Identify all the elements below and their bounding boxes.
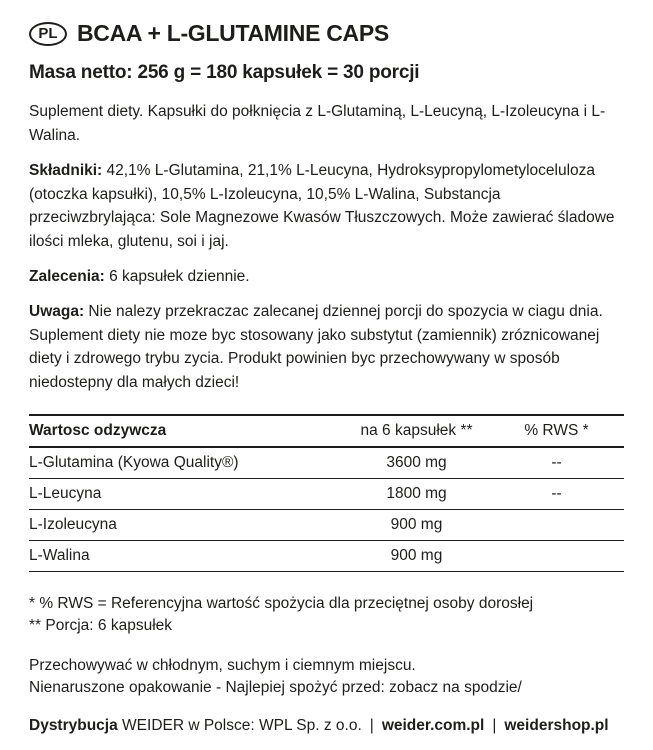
recommendation bbox=[29, 265, 629, 289]
row-nutrient: L-Walina bbox=[29, 547, 90, 564]
header-nutrient: Wartosc odzywcza bbox=[29, 422, 167, 439]
separator: | bbox=[369, 717, 374, 734]
best-before-line: Nienaruszone opakowanie - Najlepiej spożyć przed: zobacz na spodzie/ bbox=[29, 679, 522, 696]
row-rws: -- bbox=[551, 454, 562, 471]
header-rws: % RWS * bbox=[524, 422, 589, 439]
warning-label: Uwaga: bbox=[29, 303, 85, 320]
row-rws bbox=[489, 541, 624, 572]
net-content: Masa netto: 256 g = 180 kapsułek = 30 porcji bbox=[29, 62, 420, 83]
row-rws bbox=[489, 510, 624, 541]
row-amount: 900 mg bbox=[390, 547, 443, 564]
distribution bbox=[29, 715, 629, 737]
row-amount: 3600 mg bbox=[386, 454, 447, 471]
distribution-text: WEIDER w Polsce: WPL Sp. z o.o. bbox=[117, 717, 362, 734]
product-title: BCAA + L-GLUTAMINE CAPS bbox=[77, 20, 389, 46]
ingredients-text: 42,1% L-Glutamina, 21,1% L-Leucyna, Hydroksypropylometyloceluloza (otoczka kapsułki), 10,5% L-Izoleucyna, 10,5% L-Walina, Substancja przeciwzbrylająca: Sole Magnezowe Kwasów Tłuszczowych. Może zawierać śladowe ilości mleka, glutenu, soi i jaj. bbox=[29, 162, 615, 250]
description: Suplement diety. Kapsułki do połknięcia z L-Glutaminą, L-Leucyną, L-Izoleucyna i L-Walina. bbox=[29, 103, 606, 144]
ingredients bbox=[29, 159, 629, 253]
ingredients-label: Składniki: bbox=[29, 162, 103, 179]
footnote-serving: ** Porcja: 6 kapsułek bbox=[29, 617, 173, 634]
footnotes bbox=[29, 593, 629, 637]
storage-line: Przechowywać w chłodnym, suchym i ciemnym miejscu. bbox=[29, 657, 416, 674]
warning-text: Nie nalezy przekraczac zalecanej dziennej porcji do spozycia w ciagu dnia. Suplement diety nie moze byc stosowany jako substytut (zamiennik) zróznicowanej diety i zdrowego trybu zycia. Produkt powinien byc przechowywany w sposób niedostepny dla małych dzieci! bbox=[29, 303, 603, 391]
row-nutrient: L-Leucyna bbox=[29, 485, 102, 502]
header-per-serving: na 6 kapsułek ** bbox=[360, 422, 473, 439]
recommendation-label: Zalecenia: bbox=[29, 268, 105, 285]
footnote-rws: * % RWS = Referencyjna wartość spożycia dla przeciętnej osoby dorosłej bbox=[29, 595, 534, 612]
row-amount: 1800 mg bbox=[386, 485, 447, 502]
header bbox=[29, 20, 389, 47]
website-link[interactable]: weider.com.pl bbox=[381, 717, 485, 734]
table-row bbox=[29, 479, 624, 510]
table-row bbox=[29, 510, 624, 541]
distribution-label: Dystrybucja bbox=[29, 717, 118, 734]
warning bbox=[29, 300, 629, 394]
storage-info bbox=[29, 655, 629, 699]
recommendation-text: 6 kapsułek dziennie. bbox=[104, 268, 250, 285]
shop-link[interactable]: weidershop.pl bbox=[504, 717, 609, 734]
row-nutrient: L-Glutamina (Kyowa Quality®) bbox=[29, 454, 239, 471]
row-rws: -- bbox=[551, 485, 562, 502]
language-badge: PL bbox=[29, 22, 67, 46]
row-amount: 900 mg bbox=[390, 516, 443, 533]
table-row bbox=[29, 447, 624, 479]
table-header-row bbox=[29, 415, 624, 447]
nutrition-table bbox=[29, 414, 624, 572]
row-nutrient: L-Izoleucyna bbox=[29, 516, 117, 533]
separator: | bbox=[492, 717, 497, 734]
table-row bbox=[29, 541, 624, 572]
